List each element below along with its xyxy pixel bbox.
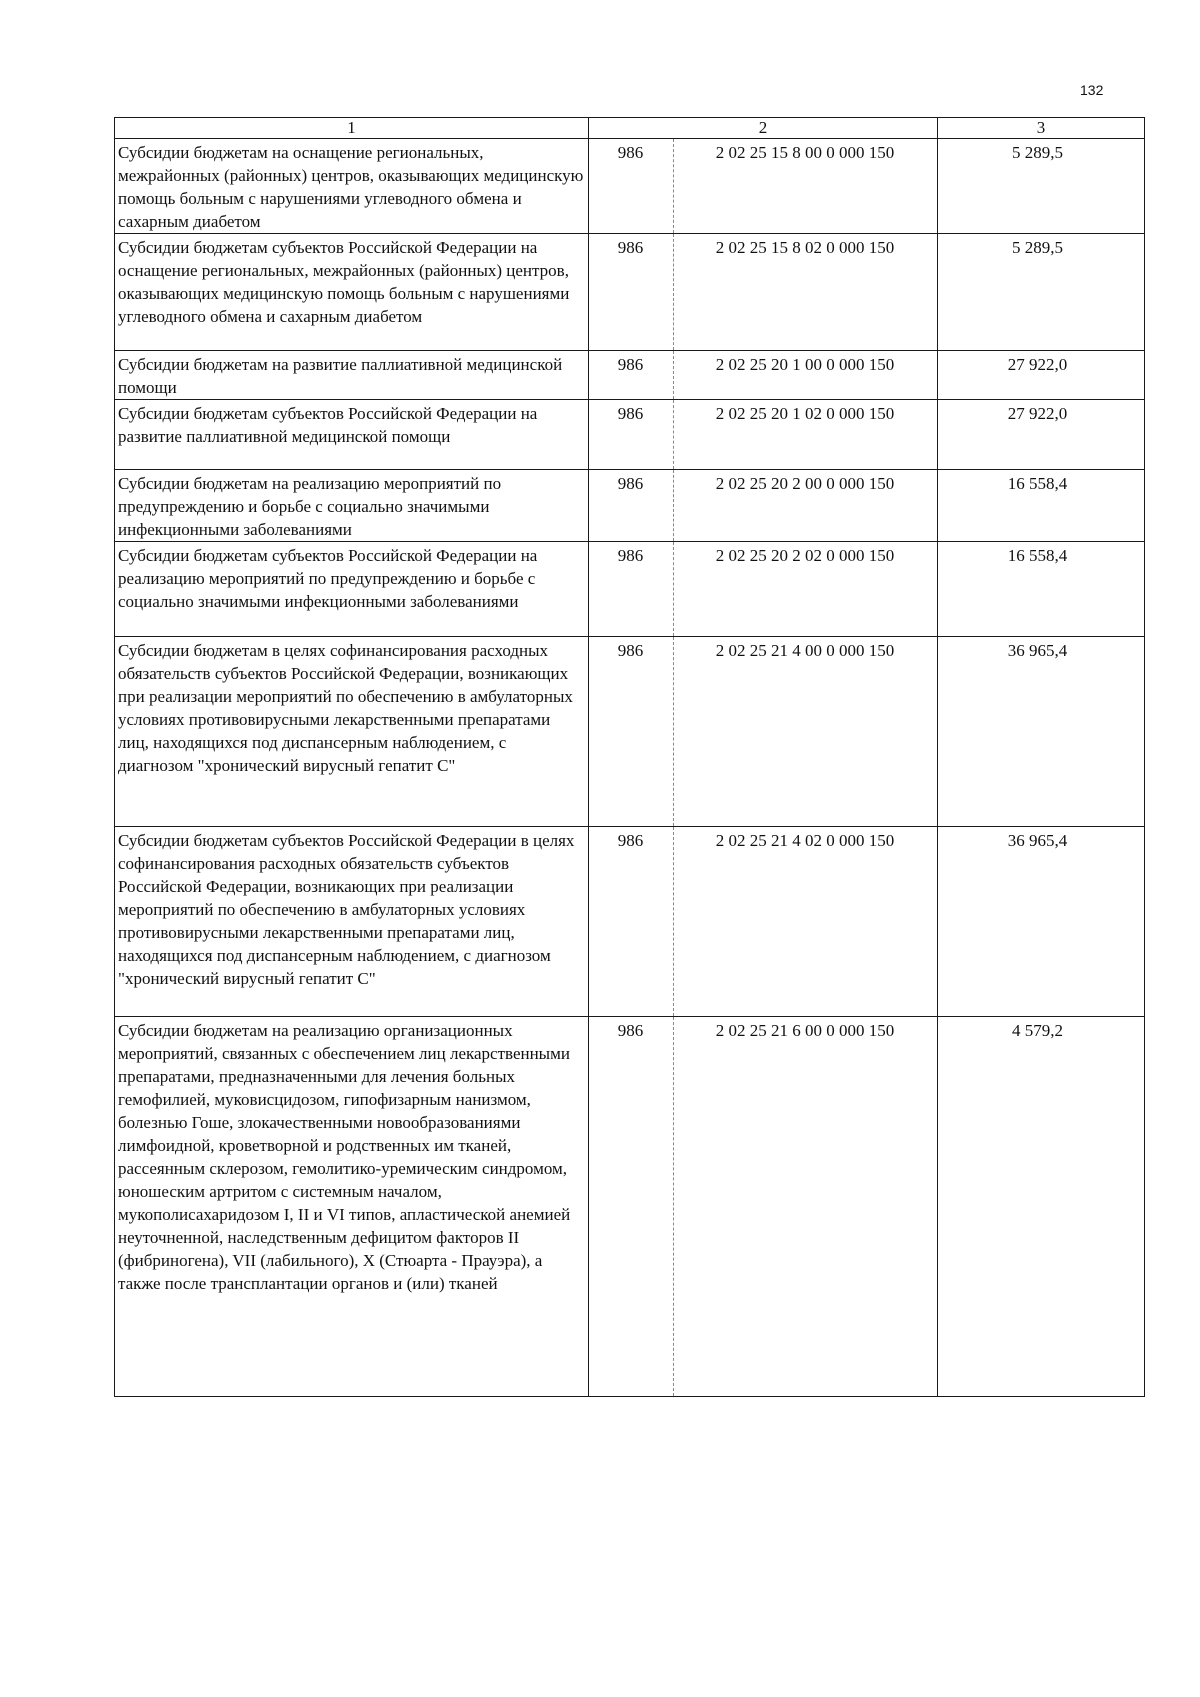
row-admin-code: 986	[589, 1017, 674, 1397]
row-amount: 16 558,4	[938, 470, 1145, 542]
header-col-3: 3	[938, 118, 1145, 139]
row-budget-code: 2 02 25 15 8 00 0 000 150	[674, 139, 938, 234]
row-name: Субсидии бюджетам субъектов Российской Федерации на оснащение региональных, межрайонных (районных) центров, оказывающих медицинскую помощь больным с нарушениями углеводного обмена и сахарным диабетом	[115, 234, 589, 351]
row-amount: 5 289,5	[938, 234, 1145, 351]
row-budget-code: 2 02 25 21 6 00 0 000 150	[674, 1017, 938, 1397]
table-row	[115, 470, 1145, 542]
row-budget-code: 2 02 25 15 8 02 0 000 150	[674, 234, 938, 351]
budget-table	[114, 117, 1145, 1397]
row-amount: 27 922,0	[938, 351, 1145, 400]
table-row	[115, 139, 1145, 234]
row-amount: 27 922,0	[938, 400, 1145, 470]
row-budget-code: 2 02 25 21 4 00 0 000 150	[674, 637, 938, 827]
row-name: Субсидии бюджетам на реализацию мероприятий по предупреждению и борьбе с социально значимыми инфекционными заболеваниями	[115, 470, 589, 542]
row-amount: 5 289,5	[938, 139, 1145, 234]
table-row	[115, 637, 1145, 827]
table-row	[115, 351, 1145, 400]
table-row	[115, 827, 1145, 1017]
row-name: Субсидии бюджетам субъектов Российской Федерации в целях софинансирования расходных обязательств субъектов Российской Федерации, возникающих при реализации мероприятий по обеспечению в амбулаторных условиях противовирусными лекарственными препаратами лиц, находящихся под диспансерным наблюдением, с диагнозом "хронический вирусный гепатит С"	[115, 827, 589, 1017]
row-name: Субсидии бюджетам субъектов Российской Федерации на реализацию мероприятий по предупреждению и борьбе с социально значимыми инфекционными заболеваниями	[115, 542, 589, 637]
row-admin-code: 986	[589, 351, 674, 400]
row-name: Субсидии бюджетам субъектов Российской Федерации на развитие паллиативной медицинской помощи	[115, 400, 589, 470]
row-admin-code: 986	[589, 400, 674, 470]
table-row	[115, 1017, 1145, 1397]
header-col-1: 1	[115, 118, 589, 139]
table-row	[115, 234, 1145, 351]
row-amount: 4 579,2	[938, 1017, 1145, 1397]
table-header-row	[115, 118, 1145, 139]
header-col-2: 2	[589, 118, 938, 139]
row-admin-code: 986	[589, 542, 674, 637]
page-number: 132	[1080, 82, 1104, 98]
table-row	[115, 542, 1145, 637]
row-budget-code: 2 02 25 20 2 00 0 000 150	[674, 470, 938, 542]
row-budget-code: 2 02 25 21 4 02 0 000 150	[674, 827, 938, 1017]
row-name: Субсидии бюджетам на оснащение региональных, межрайонных (районных) центров, оказывающих медицинскую помощь больным с нарушениями углеводного обмена и сахарным диабетом	[115, 139, 589, 234]
row-amount: 16 558,4	[938, 542, 1145, 637]
row-admin-code: 986	[589, 139, 674, 234]
row-budget-code: 2 02 25 20 1 00 0 000 150	[674, 351, 938, 400]
row-name: Субсидии бюджетам на развитие паллиативной медицинской помощи	[115, 351, 589, 400]
row-budget-code: 2 02 25 20 2 02 0 000 150	[674, 542, 938, 637]
row-admin-code: 986	[589, 470, 674, 542]
row-amount: 36 965,4	[938, 637, 1145, 827]
row-amount: 36 965,4	[938, 827, 1145, 1017]
row-admin-code: 986	[589, 637, 674, 827]
table-row	[115, 400, 1145, 470]
row-name: Субсидии бюджетам в целях софинансирования расходных обязательств субъектов Российской Федерации, возникающих при реализации мероприятий по обеспечению в амбулаторных условиях противовирусными лекарственными препаратами лиц, находящихся под диспансерным наблюдением, с диагнозом "хронический вирусный гепатит С"	[115, 637, 589, 827]
row-budget-code: 2 02 25 20 1 02 0 000 150	[674, 400, 938, 470]
row-admin-code: 986	[589, 234, 674, 351]
row-name: Субсидии бюджетам на реализацию организационных мероприятий, связанных с обеспечением лиц лекарственными препаратами, предназначенными для лечения больных гемофилией, муковисцидозом, гипофизарным нанизмом, болезнью Гоше, злокачественными новообразованиями лимфоидной, кроветворной и родственных им тканей, рассеянным склерозом, гемолитико-уремическим синдромом, юношеским артритом с системным началом, мукополисахаридозом I, II и VI типов, апластической анемией неуточненной, наследственным дефицитом факторов II (фибриногена), VII (лабильного), X (Стюарта - Прауэра), а также после трансплантации органов и (или) тканей	[115, 1017, 589, 1397]
row-admin-code: 986	[589, 827, 674, 1017]
